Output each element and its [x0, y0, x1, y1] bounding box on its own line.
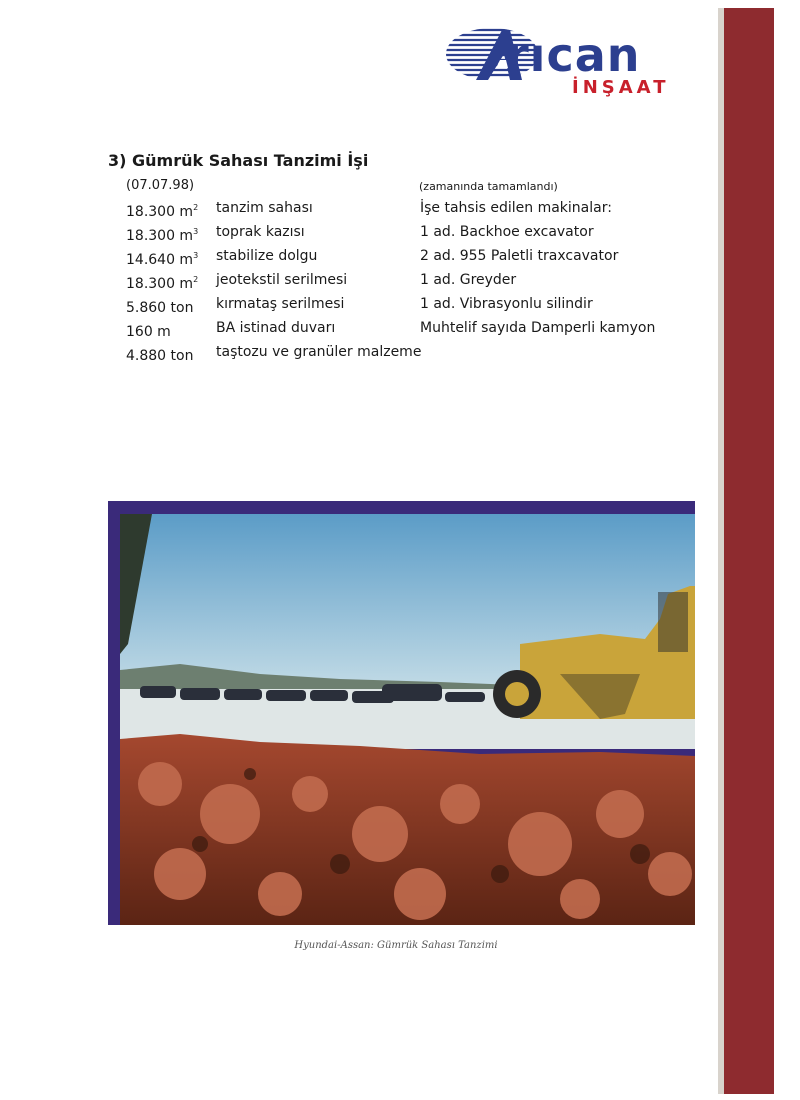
logo-subtitle: İNŞAAT: [572, 77, 670, 98]
work-description: taştozu ve granüler malzeme: [216, 344, 422, 360]
work-description: stabilize dolgu: [216, 248, 318, 264]
work-quantity-value: 18.300 m: [126, 204, 194, 220]
work-quantity-value: 4.880 ton: [126, 348, 194, 364]
machine-item: 1 ad. Greyder: [420, 272, 517, 288]
work-description: toprak kazısı: [216, 224, 305, 240]
photo-caption: [0, 940, 800, 951]
work-quantity-value: 18.300 m: [126, 276, 194, 292]
machine-item: 2 ad. 955 Paletli traxcavator: [420, 248, 619, 264]
work-row: [0, 220, 700, 244]
work-quantity-value: 5.860 ton: [126, 300, 194, 316]
work-row: [0, 268, 700, 292]
machine-item: Muhtelif sayıda Damperli kamyon: [420, 320, 656, 336]
machine-item: İşe tahsis edilen makinalar:: [420, 200, 612, 216]
work-quantity: [126, 340, 193, 368]
work-row: [0, 316, 700, 340]
site-photo-illustration: [120, 514, 695, 925]
machine-item: 1 ad. Backhoe excavator: [420, 224, 594, 240]
completion-date: (07.07.98): [126, 178, 195, 193]
work-description: tanzim sahası: [216, 200, 313, 216]
company-logo: [446, 24, 708, 100]
completion-status: (zamanında tamamlandı): [419, 180, 558, 193]
machine-item: 1 ad. Vibrasyonlu silindir: [420, 296, 593, 312]
photo-caption-text: Hyundai-Assan: Gümrük Sahası Tanzimi: [294, 940, 498, 951]
section-title: 3) Gümrük Sahası Tanzimi İşi: [108, 151, 369, 170]
work-row: [0, 340, 700, 364]
unit-exponent: 2: [193, 203, 199, 212]
work-description: BA istinad duvarı: [216, 320, 336, 336]
work-quantity-value: 14.640 m: [126, 252, 194, 268]
unit-exponent: 2: [193, 275, 199, 284]
work-description: kırmataş serilmesi: [216, 296, 345, 312]
side-color-bar: [724, 8, 774, 1094]
work-description: jeotekstil serilmesi: [216, 272, 348, 288]
work-row: [0, 292, 700, 316]
unit-exponent: 3: [193, 251, 199, 260]
work-row: [0, 244, 700, 268]
logo-wordmark: rıcan: [506, 28, 641, 82]
work-quantity-value: 18.300 m: [126, 228, 194, 244]
work-quantity-value: 160 m: [126, 324, 171, 340]
unit-exponent: 3: [193, 227, 199, 236]
work-row: [0, 196, 700, 220]
site-photo: [120, 514, 695, 925]
